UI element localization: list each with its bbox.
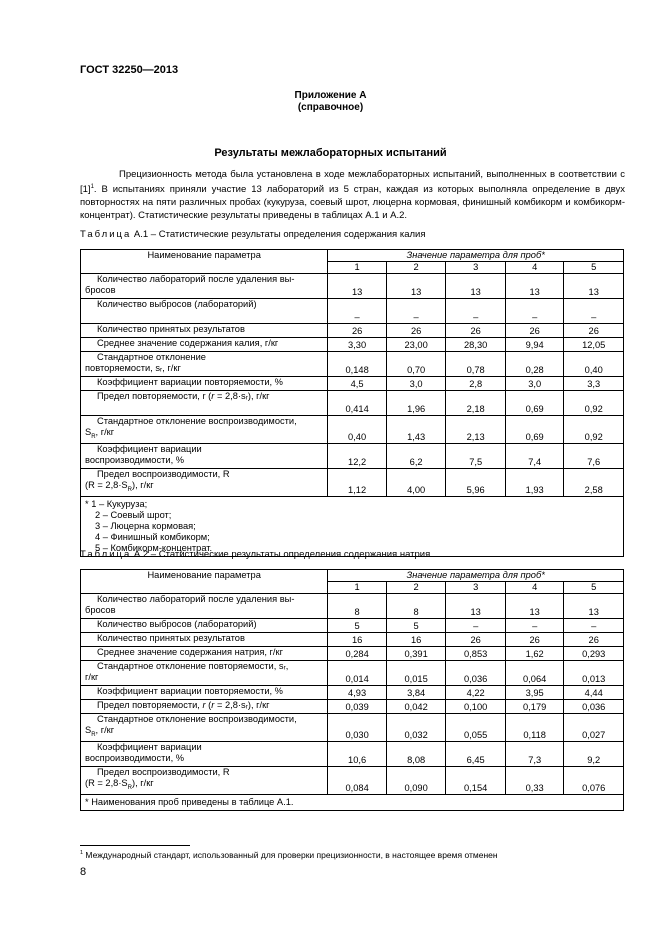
section-title: Результаты межлабораторных испытаний (214, 147, 447, 159)
row-name-text: Среднее значение содержания натрия, г/кг (97, 647, 283, 657)
row-parameter-name (81, 299, 328, 324)
row-parameter-name (81, 619, 328, 633)
row-value: 8,08 (386, 741, 446, 766)
row-value: 0,036 (446, 661, 506, 686)
row-name-text: бросов (85, 285, 116, 295)
row-name-line (85, 310, 324, 321)
row-value: 1,43 (386, 416, 446, 444)
row-value: – (386, 299, 446, 324)
row-value: 9,94 (505, 338, 564, 352)
row-value: 2,13 (446, 416, 506, 444)
row-name-line (85, 469, 324, 480)
table2-caption (80, 549, 430, 560)
row-name-text: $(R = 2,8\cdot S_R)$, г/кг (85, 479, 154, 493)
row-value: 26 (446, 633, 506, 647)
row-value: 13 (505, 594, 564, 619)
table-row (81, 391, 624, 416)
row-value: 4,44 (564, 686, 624, 700)
column-number: 4 (505, 582, 564, 594)
page-footnote-text: Международный стандарт, использованный для проверки прецизионности, в настоящее время отменен (83, 850, 498, 860)
row-value: 1,96 (386, 391, 446, 416)
row-value: 3,0 (505, 377, 564, 391)
table-row (81, 468, 624, 496)
table-row (81, 377, 624, 391)
table-potassium (80, 249, 624, 557)
row-parameter-name (81, 338, 328, 352)
row-name-line (85, 274, 324, 285)
row-name-line (85, 672, 324, 683)
footnote-ref[interactable]: 1 (90, 184, 94, 190)
row-value: 0,40 (328, 416, 387, 444)
row-parameter-name (81, 324, 328, 338)
table-header-row (81, 570, 624, 582)
row-value: 0,100 (446, 700, 506, 714)
row-value: 7,4 (505, 443, 564, 468)
row-name-text: воспроизводимости, % (85, 454, 184, 465)
row-value: 0,33 (505, 766, 564, 794)
row-value: 12,05 (564, 338, 624, 352)
row-value: 6,2 (386, 443, 446, 468)
row-name-line (85, 686, 324, 697)
row-value: 0,118 (505, 714, 564, 742)
column-number: 2 (386, 262, 446, 274)
page-footnote-mark: 1 (80, 850, 84, 857)
row-value: 0,179 (505, 700, 564, 714)
row-value: 0,042 (386, 700, 446, 714)
header-parameter-name: Наименование параметра (81, 250, 328, 274)
row-value: 0,084 (328, 766, 387, 794)
table-row (81, 661, 624, 686)
row-parameter-name (81, 274, 328, 299)
table-footnote-row (81, 794, 624, 810)
row-name-text: Предел повторяемости, r (r = 2,8·sᵣ), г/кг (97, 391, 270, 401)
row-name-line (85, 633, 324, 644)
row-value: 16 (386, 633, 446, 647)
row-name-text: воспроизводимости, % (85, 752, 184, 763)
row-parameter-name (81, 766, 328, 794)
row-value: 28,30 (446, 338, 506, 352)
row-value: 10,6 (328, 741, 387, 766)
table1-caption-label: Таблица (80, 229, 132, 240)
table-row (81, 338, 624, 352)
row-value: 23,00 (386, 338, 446, 352)
row-name-line (85, 619, 324, 630)
row-value: 4,22 (446, 686, 506, 700)
row-value: 0,293 (564, 647, 624, 661)
table1-caption-text: А.1 – Статистические результаты определения содержания калия (131, 229, 426, 240)
table-footnote-row (81, 496, 624, 556)
paragraph-text-b: . В испытаниях приняли участие 13 лабораторий из 5 стран, каждая из которых выполняла определение в двух повторностях на пяти различных пробах (кукуруза, соевый шрот, люцерна кормовая, финишный комбикорм и комбикорм-концентрат). Статистические результаты приведены в таблицах А.1 и А.2. (80, 184, 625, 222)
row-value: 26 (505, 633, 564, 647)
column-number: 5 (564, 262, 624, 274)
row-value: 0,154 (446, 766, 506, 794)
row-parameter-name (81, 352, 328, 377)
row-value: 0,148 (328, 352, 387, 377)
table-row (81, 324, 624, 338)
header-parameter-value: Значение параметра для проб* (328, 250, 624, 262)
header-parameter-value: Значение параметра для проб* (328, 570, 624, 582)
column-number: 4 (505, 262, 564, 274)
row-name-line (85, 427, 324, 443)
row-name-text: $S_R$, г/кг (85, 725, 115, 738)
footnote-line: 5 – Комбикорм-концентрат. (95, 542, 213, 553)
row-parameter-name (81, 661, 328, 686)
row-value: – (564, 299, 624, 324)
row-name-text: повторяемости, sᵣ, г/кг (85, 363, 181, 373)
row-value: 0,853 (446, 647, 506, 661)
column-number: 3 (446, 582, 506, 594)
row-value: 3,95 (505, 686, 564, 700)
intro-paragraph (80, 168, 625, 222)
row-parameter-name (81, 416, 328, 444)
row-name-text: Предел повторяемости, r (r = 2,8·sᵣ), г/кг (97, 700, 270, 710)
column-number: 5 (564, 582, 624, 594)
table1-caption (80, 229, 425, 240)
paragraph-text-a: Прецизионность метода была установлена в ходе межлабораторных испытаний, выполненных в соответствии с [1] (80, 169, 625, 196)
row-value: – (505, 619, 564, 633)
row-value: 0,014 (328, 661, 387, 686)
row-parameter-name (81, 391, 328, 416)
table-row (81, 416, 624, 444)
row-name-line (85, 444, 324, 455)
row-value: 4,5 (328, 377, 387, 391)
row-value: – (505, 299, 564, 324)
row-name-line (85, 324, 324, 335)
table-row (81, 686, 624, 700)
row-name-line (85, 661, 324, 672)
footnote-divider (80, 845, 190, 846)
row-value: 2,18 (446, 391, 506, 416)
row-value: 0,391 (386, 647, 446, 661)
row-name-line (85, 714, 324, 725)
row-name-line (85, 363, 324, 374)
row-name-line (85, 725, 324, 741)
row-value: 9,2 (564, 741, 624, 766)
row-value: 0,027 (564, 714, 624, 742)
row-value: 26 (446, 324, 506, 338)
row-name-line (85, 338, 324, 349)
row-value: 16 (328, 633, 387, 647)
row-value: 13 (386, 274, 446, 299)
footnote-line: * 1 – Кукуруза; (85, 498, 148, 509)
row-name-text: Количество выбросов (лабораторий) (97, 619, 257, 629)
row-name-text: Количество принятых результатов (97, 324, 245, 334)
row-value: 1,62 (505, 647, 564, 661)
table-row (81, 619, 624, 633)
row-value: 13 (446, 594, 506, 619)
footnote-line: 2 – Соевый шрот; (95, 509, 172, 520)
row-name-text: Предел воспроизводимости, R (97, 766, 230, 777)
row-value: 4,00 (386, 468, 446, 496)
row-value: 26 (328, 324, 387, 338)
row-value: 7,5 (446, 443, 506, 468)
row-value: 12,2 (328, 443, 387, 468)
row-name-text: Коэффициент вариации (97, 741, 202, 752)
row-name-line (85, 594, 324, 605)
row-value: 8 (328, 594, 387, 619)
table-row (81, 700, 624, 714)
table-row (81, 274, 624, 299)
row-name-line (85, 767, 324, 778)
table-footnote (81, 496, 624, 556)
row-value: 0,92 (564, 391, 624, 416)
row-parameter-name (81, 443, 328, 468)
row-value: 7,6 (564, 443, 624, 468)
table-sodium (80, 569, 624, 811)
row-name-line (85, 455, 324, 466)
row-value: 0,055 (446, 714, 506, 742)
row-name-text: Количество лабораторий после удаления вы- (97, 274, 295, 284)
row-value: 8 (386, 594, 446, 619)
row-value: 7,3 (505, 741, 564, 766)
row-value: 6,45 (446, 741, 506, 766)
row-name-text: Количество принятых результатов (97, 633, 245, 643)
table-row (81, 741, 624, 766)
page-footnote (80, 850, 498, 860)
row-value: 26 (386, 324, 446, 338)
row-value: 4,93 (328, 686, 387, 700)
row-name-line (85, 377, 324, 388)
row-parameter-name (81, 714, 328, 742)
row-value: 0,92 (564, 416, 624, 444)
row-value: 0,030 (328, 714, 387, 742)
row-value: 26 (564, 324, 624, 338)
table-row (81, 647, 624, 661)
row-value: 13 (328, 274, 387, 299)
row-name-line (85, 742, 324, 753)
row-value: 3,84 (386, 686, 446, 700)
row-parameter-name (81, 741, 328, 766)
table-row (81, 352, 624, 377)
column-number: 1 (328, 262, 387, 274)
row-name-line (85, 605, 324, 616)
appendix-title: Приложение А (294, 90, 367, 101)
row-name-line (85, 647, 324, 658)
row-name-line (85, 416, 324, 427)
row-value: 1,93 (505, 468, 564, 496)
row-value: 5,96 (446, 468, 506, 496)
row-name-line (85, 299, 324, 310)
row-value: – (564, 619, 624, 633)
row-value: – (446, 299, 506, 324)
row-name-line (85, 352, 324, 363)
row-value: 0,064 (505, 661, 564, 686)
row-value: 26 (564, 633, 624, 647)
row-parameter-name (81, 377, 328, 391)
row-name-line (85, 480, 324, 496)
row-name-text: Коэффициент вариации повторяемости, % (97, 377, 283, 387)
row-parameter-name (81, 468, 328, 496)
footnote-line: 3 – Люцерна кормовая; (95, 520, 196, 531)
row-value: 0,414 (328, 391, 387, 416)
row-name-line (85, 391, 324, 402)
row-name-text: Стандартное отклонение (97, 352, 206, 362)
row-value: 0,40 (564, 352, 624, 377)
row-value: 13 (564, 594, 624, 619)
row-value: – (446, 619, 506, 633)
row-value: 3,3 (564, 377, 624, 391)
row-parameter-name (81, 633, 328, 647)
column-number: 3 (446, 262, 506, 274)
row-name-line (85, 778, 324, 794)
row-name-text: Количество выбросов (лабораторий) (97, 299, 257, 309)
row-value: – (328, 299, 387, 324)
row-name-text: Среднее значение содержания калия, г/кг (97, 338, 279, 348)
row-name-line (85, 700, 324, 711)
table-row (81, 766, 624, 794)
row-value: 0,090 (386, 766, 446, 794)
row-value: 0,69 (505, 391, 564, 416)
table-row (81, 299, 624, 324)
row-value: 0,076 (564, 766, 624, 794)
row-name-text: Стандартное отклонение воспроизводимости, (97, 714, 297, 724)
row-value: 0,036 (564, 700, 624, 714)
table-row (81, 633, 624, 647)
row-parameter-name (81, 686, 328, 700)
row-value: 13 (564, 274, 624, 299)
row-value: 0,284 (328, 647, 387, 661)
row-name-text: Стандартное отклонение повторяемости, sᵣ, (97, 661, 289, 671)
row-value: 3,30 (328, 338, 387, 352)
row-value: 0,78 (446, 352, 506, 377)
row-name-text: Коэффициент вариации повторяемости, % (97, 686, 283, 696)
row-name-line (85, 753, 324, 764)
header-parameter-name: Наименование параметра (81, 570, 328, 594)
row-name-text: Коэффициент вариации (97, 443, 202, 454)
row-name-text: $S_R$, г/кг (85, 427, 115, 440)
row-parameter-name (81, 594, 328, 619)
row-name-line (85, 402, 324, 413)
row-value: 3,0 (386, 377, 446, 391)
table-row (81, 714, 624, 742)
table2-caption-label: Таблица (80, 549, 132, 560)
row-name-text: $(R = 2,8\cdot S_R)$, г/кг (85, 777, 154, 791)
row-name-text: бросов (85, 605, 116, 615)
table-row (81, 594, 624, 619)
row-name-text: Количество лабораторий после удаления вы- (97, 594, 295, 604)
row-value: 0,70 (386, 352, 446, 377)
row-value: 5 (386, 619, 446, 633)
row-value: 5 (328, 619, 387, 633)
row-value: 0,28 (505, 352, 564, 377)
row-value: 0,032 (386, 714, 446, 742)
row-name-line (85, 285, 324, 296)
row-value: 0,013 (564, 661, 624, 686)
row-value: 13 (505, 274, 564, 299)
row-value: 2,58 (564, 468, 624, 496)
row-name-text: г/кг (85, 672, 99, 682)
row-parameter-name (81, 700, 328, 714)
footnote-line: * Наименования проб приведены в таблице А.1. (85, 796, 294, 807)
row-name-text: Предел воспроизводимости, R (97, 468, 230, 479)
row-value: 26 (505, 324, 564, 338)
row-value: 2,8 (446, 377, 506, 391)
row-value: 0,015 (386, 661, 446, 686)
column-number: 2 (386, 582, 446, 594)
appendix-subtitle: (справочное) (297, 102, 364, 113)
table-footnote (81, 794, 624, 810)
page-number: 8 (80, 866, 87, 878)
row-name-text: Стандартное отклонение воспроизводимости, (97, 416, 297, 426)
document-header: ГОСТ 32250—2013 (80, 64, 179, 76)
table-header-row (81, 250, 624, 262)
row-value: 0,69 (505, 416, 564, 444)
row-value: 1,12 (328, 468, 387, 496)
footnote-line: 4 – Финишный комбикорм; (95, 531, 210, 542)
row-value: 0,039 (328, 700, 387, 714)
row-value: 13 (446, 274, 506, 299)
column-number: 1 (328, 582, 387, 594)
table2-caption-text: А.2 – Статистические результаты определения содержания натрия (131, 549, 431, 560)
table-row (81, 443, 624, 468)
row-parameter-name (81, 647, 328, 661)
